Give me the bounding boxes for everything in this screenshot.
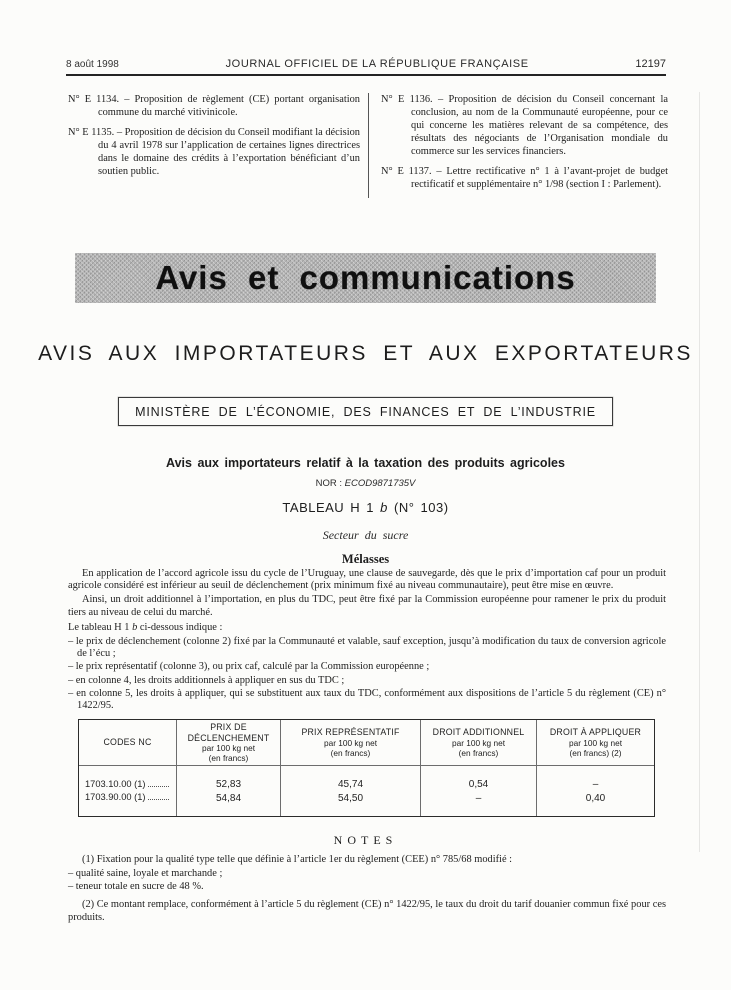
scan-artifact-line	[699, 92, 700, 852]
header-additionnel-sub2: (en francs)	[458, 747, 499, 758]
table-header-prix-declenchement	[177, 720, 281, 766]
header-declenchement-sub1: par 100 kg net	[201, 743, 256, 753]
header-codes-title: CODES NC	[103, 737, 152, 748]
ministry-box-wrap	[0, 397, 731, 426]
header-appliquer-title: DROIT À APPLIQUER	[549, 727, 642, 738]
nor-label: NOR :	[315, 478, 345, 489]
code-value: 1703.90.00 (1)	[85, 792, 146, 802]
announcement-item-e1137: N° E 1137. – Lettre rectificative n° 1 à l’avant-projet de budget rectificatif et supplémentaire n° 1/98 (section I : Parlement).	[381, 166, 668, 190]
cell-value: 45,74	[337, 779, 364, 790]
notice-body	[68, 568, 666, 716]
cell-value: 54,84	[215, 793, 242, 804]
table-column-additionnel-values	[421, 766, 537, 816]
header-additionnel-sub1: par 100 kg net	[451, 737, 506, 748]
header-appliquer-sub1: par 100 kg net	[568, 737, 623, 748]
dotted-leader	[148, 785, 169, 787]
table-row-code-1703-90	[85, 792, 171, 802]
ministry-name: MINISTÈRE DE L’ÉCONOMIE, DES FINANCES ET DE L’INDUSTRIE	[118, 397, 613, 426]
header-representatif-sub2: (en francs)	[330, 747, 371, 758]
note-1-dash-quality: – qualité saine, loyale et marchande ;	[68, 867, 223, 879]
notes-heading: NOTES	[333, 833, 398, 847]
tableau-ref-prefix: TABLEAU H 1	[282, 500, 381, 515]
cell-value: 54,50	[337, 793, 364, 804]
announcements-section	[68, 93, 668, 198]
code-value: 1703.10.00 (1)	[85, 779, 146, 789]
header-representatif-sub1: par 100 kg net	[323, 737, 378, 748]
header-representatif-title: PRIX REPRÉSENTATIF	[301, 727, 400, 738]
cell-value: –	[475, 793, 482, 804]
journal-title: JOURNAL OFFICIEL DE LA RÉPUBLIQUE FRANÇAISE	[225, 58, 529, 70]
tariff-table	[78, 719, 655, 817]
sector-subtitle: Secteur du sucre	[322, 528, 409, 542]
page-header	[66, 48, 666, 76]
header-additionnel-title: DROIT ADDITIONNEL	[432, 727, 525, 738]
header-appliquer-sub2: (en francs) (2)	[569, 747, 622, 758]
table-row-code-1703-10	[85, 779, 171, 789]
list-item-col3: – le prix représentatif (colonne 3), ou prix caf, calculé par la Commission européenne ;	[68, 661, 430, 673]
announcement-item-e1134: N° E 1134. – Proposition de règlement (CE) portant organisation commune du marché vitivinicole.	[68, 94, 360, 118]
header-declenchement-title: PRIX DE DÉCLENCHEMENT	[187, 722, 270, 743]
cell-value: 52,83	[215, 779, 242, 790]
table-column-declenchement-values	[177, 766, 281, 816]
section-banner	[75, 253, 656, 303]
note-1-dash-sugar-content: – teneur totale en sucre de 48 %.	[68, 880, 204, 892]
table-column-codes	[79, 766, 177, 816]
note-2: (2) Ce montant remplace, conformément à l’article 5 du règlement (CE) n° 1422/95, le taux du droit du tarif douanier commun fixé pour ces produits.	[68, 899, 666, 924]
table-header-prix-representatif	[281, 720, 421, 766]
list-intro-italic-b: b	[132, 621, 138, 633]
list-item-col5: – en colonne 5, les droits à appliquer, qui se substituent aux taux du TDC, conformément aux dispositions de l’article 5 du règlement (CE) n° 1422/95.	[68, 687, 666, 712]
paragraph-additional-duty: Ainsi, un droit additionnel à l’importation, en plus du TDC, peut être fixé par la Commission européenne pour ramener le prix du produit tiers au niveau de celui du marché.	[68, 594, 666, 618]
table-header-droit-a-appliquer	[537, 720, 654, 766]
note-1: (1) Fixation pour la qualité type telle que définie à l’article 1er du règlement (CEE) n° 785/68 modifié :	[82, 854, 513, 865]
list-intro-suffix: ci-dessous indique :	[137, 621, 223, 633]
list-intro-prefix: Le tableau H 1	[68, 621, 133, 633]
cell-value: 0,40	[585, 793, 606, 804]
announcements-right-column	[368, 93, 668, 198]
section-title: AVIS AUX IMPORTATEURS ET AUX EXPORTATEURS	[38, 342, 693, 365]
table-header-codes-nc	[79, 720, 177, 766]
notes-section	[68, 854, 666, 925]
list-item-col4: – en colonne 4, les droits additionnels à appliquer en sus du TDC ;	[68, 674, 345, 686]
banner-title: Avis et communications	[155, 259, 576, 296]
dotted-leader	[148, 798, 169, 800]
nor-value: ECOD9871735V	[344, 478, 416, 489]
header-declenchement-sub2: (en francs)	[208, 753, 249, 763]
announcements-left-column	[68, 93, 360, 198]
cell-value: –	[592, 779, 599, 790]
tableau-ref-suffix: (N° 103)	[387, 500, 449, 515]
paragraph-safeguard: En application de l’accord agricole issu du cycle de l’Uruguay, une clause de sauvegarde, dès que le prix d’importation caf pour un produit agricole considéré est inférieur au seuil de déclenchement (prix minimum fixé au niveau communautaire), peut être mise en œuvre.	[68, 568, 666, 592]
announcement-item-e1135: N° E 1135. – Proposition de décision du Conseil modifiant la décision du 4 avril 1978 sur l’application de certaines lignes directrices dans le domaine des crédits à l’exportation bénéficiant d’un soutien public.	[68, 127, 360, 177]
table-column-representatif-values	[281, 766, 421, 816]
notice-title: Avis aux importateurs relatif à la taxation des produits agricoles	[166, 456, 565, 470]
nor-line	[0, 478, 731, 489]
table-column-appliquer-values	[537, 766, 654, 816]
product-heading: Mélasses	[341, 552, 390, 566]
list-intro	[68, 622, 666, 634]
cell-value: 0,54	[468, 779, 489, 790]
tableau-reference	[0, 500, 731, 515]
page-number: 12197	[635, 58, 666, 70]
list-item-col2: – le prix de déclenchement (colonne 2) fixé par la Communauté et valable, sauf exception, jusqu’à modification du taux de conversion agricole de l’écu ;	[68, 636, 666, 660]
announcement-item-e1136: N° E 1136. – Proposition de décision du Conseil concernant la conclusion, au nom de la Communauté européenne, pour ce qui concerne les matières relevant de sa compétence, des résultats des négociants de l’Organisation mondiale du commerce sur les services financiers.	[381, 94, 668, 157]
table-header-droit-additionnel	[421, 720, 537, 766]
header-date: 8 août 1998	[66, 59, 119, 70]
tableau-ref-italic-b: b	[380, 500, 388, 515]
